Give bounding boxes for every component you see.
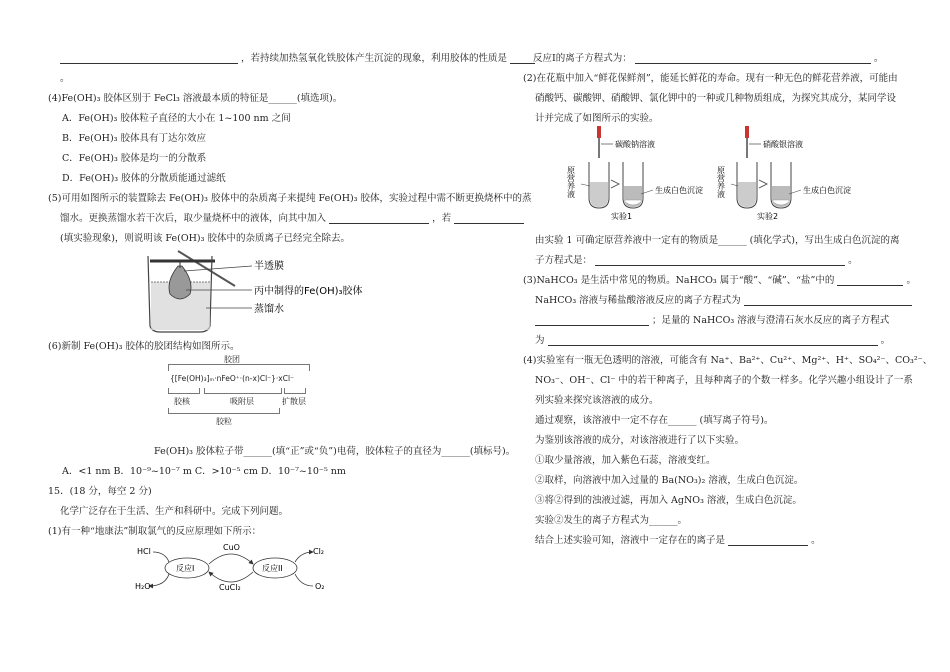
question-4: (4)实验室有一瓶无色透明的溶液，可能含有 Na⁺、Ba²⁺、Cu²⁺、Mg²⁺、H⁺、SO₄²⁻、CO₃²⁻、 <box>523 355 933 366</box>
answer-blank[interactable] <box>837 275 903 286</box>
experiment-1 <box>567 126 704 221</box>
label-white-ppt-2: 生成白色沉淀 <box>803 186 851 195</box>
label-reaction-2: 反应II <box>262 564 283 573</box>
label-hcl: HCl <box>137 547 151 556</box>
step-2: ②取样，向溶液中加入过量的 Ba(NO₃)₂ 溶液，生成白色沉淀。 <box>535 475 804 486</box>
answer-blank[interactable] <box>535 315 649 326</box>
label-reaction-1: 反应I <box>176 564 195 573</box>
label-adsorption: 吸附层 <box>230 397 254 406</box>
period: 。 <box>60 73 70 84</box>
label-colloid: 丙中制得的Fe(OH)₃胶体 <box>254 286 363 297</box>
label-h2o: H₂O <box>135 582 151 591</box>
question-2: (2)在花瓶中加入“鲜花保鲜剂”，能延长鲜花的寿命。现有一种无色的鲜花营养液，可能由 <box>523 73 898 84</box>
question-4: (4)Fe(OH)₃ 胶体区别于 FeCl₃ 溶液最本质的特征是______(填选项)。 <box>48 93 343 104</box>
deacon-cycle-figure <box>135 540 335 600</box>
question-2-line3: 计并完成了如图所示的实验。 <box>535 113 659 124</box>
micelle-figure <box>168 354 328 426</box>
question-4-equation: 实验②发生的离子方程式为______。 <box>535 515 688 526</box>
question-6-options: A．<1 nm B．10⁻⁹~10⁻⁷ m C．>10⁻⁵ cm D．10⁻⁷~10⁻⁵ nm <box>62 466 346 477</box>
answer-blank[interactable] <box>329 213 429 224</box>
experiment-2 <box>717 126 852 221</box>
label-o2: O₂ <box>315 582 325 591</box>
question-15-intro: 化学广泛存在于生活、生产和科研中。完成下列问题。 <box>60 506 289 517</box>
right-column <box>475 0 950 672</box>
label-nutrient-2: 原营养液 <box>716 166 726 198</box>
question-6-charge: Fe(OH)₃ 胶体粒子带______(填“正”或“负”)电荷，胶体粒子的直径为______(填标号)。 <box>154 446 516 457</box>
label-cucl2: CuCl₂ <box>219 583 241 592</box>
question-3-line3: ；足量的 NaHCO₃ 溶液与澄清石灰水反应的离子方程式 <box>535 312 889 326</box>
question-5-line2: 馏水。更换蒸馏水若干次后，取少量烧杯中的液体，向其中加入 ，若 <box>60 210 524 224</box>
step-1: ①取少量溶液，加入紫色石蕊，溶液变红。 <box>535 455 716 466</box>
answer-blank[interactable] <box>595 255 845 266</box>
question-2-line2: 硝酸钙、碳酸钾、硝酸钾、氯化钾中的一种或几种物质组成，为探究其成分，某同学设 <box>535 93 897 104</box>
question-4-conclusion: 结合上述实验可知，溶液中一定存在的离子是 。 <box>535 535 821 546</box>
micelle-formula: {[Fe(OH)₃]ₘ·nFeO⁺·(n-x)Cl⁻}·xCl⁻ <box>170 374 295 383</box>
question-3-line4: 为 。 <box>535 335 891 346</box>
label-cuo: CuO <box>223 543 240 552</box>
option-c: C．Fe(OH)₃ 胶体是均一的分散系 <box>62 153 207 164</box>
question-4-observe: 通过观察，该溶液中一定不存在______ (填写离子符号)。 <box>535 415 774 426</box>
answer-blank[interactable] <box>744 295 912 306</box>
option-b: B．Fe(OH)₃ 胶体具有丁达尔效应 <box>62 133 206 144</box>
label-diffuse: 扩散层 <box>282 397 306 406</box>
question-6: (6)新制 Fe(OH)₃ 胶体的胶团结构如图所示。 <box>48 341 240 352</box>
option-d: D．Fe(OH)₃ 胶体的分散质能通过滤纸 <box>62 173 226 184</box>
question-5: (5)可用如图所示的装置除去 Fe(OH)₃ 胶体中的杂质离子来提纯 Fe(OH)₃ 胶体，实验过程中需不断更换烧杯中的蒸 <box>48 193 532 204</box>
question-3: (3)NaHCO₃ 是生活中常见的物质。NaHCO₃ 属于“酸”、“碱”、“盐”中的 。 <box>523 275 916 286</box>
reaction-1-equation: 反应I的离子方程式为： 。 <box>533 53 884 64</box>
answer-blank[interactable] <box>728 535 808 546</box>
label-sodium-carbonate: 碳酸钠溶液 <box>615 140 655 149</box>
question-2-equation: 子方程式是： 。 <box>535 255 858 266</box>
step-3: ③将②得到的浊液过滤，再加入 AgNO₃ 溶液，生成白色沉淀。 <box>535 495 802 506</box>
answer-blank[interactable] <box>60 53 238 64</box>
question-15-part1: (1)有一种“地康法”制取氯气的反应原理如下所示： <box>48 526 262 537</box>
question-15: 15．(18 分，每空 2 分) <box>48 486 152 497</box>
question-4-line3: 列实验来探究该溶液的成分。 <box>535 395 659 406</box>
dropper-bulb <box>745 126 749 138</box>
question-3-line2: NaHCO₃ 溶液与稀盐酸溶液反应的离子方程式为 <box>535 292 912 306</box>
label-cl2: Cl₂ <box>313 547 325 556</box>
option-a: A．Fe(OH)₃ 胶体粒子直径的大小在 1~100 nm 之间 <box>62 113 291 124</box>
label-silver-nitrate: 硝酸银溶液 <box>763 140 803 149</box>
answer-blank[interactable] <box>548 335 878 346</box>
question-4-line2: NO₃⁻、OH⁻、Cl⁻ 中的若干种离子，且每种离子的个数一样多。化学兴趣小组设计了一系 <box>535 375 913 386</box>
label-white-ppt-1: 生成白色沉淀 <box>655 186 703 195</box>
label-core: 胶核 <box>174 397 190 406</box>
experiments-figure <box>566 124 881 221</box>
label-micelle: 胶团 <box>224 355 240 364</box>
label-experiment-2: 实验2 <box>757 212 779 221</box>
answer-blank[interactable] <box>635 53 871 64</box>
question-2-ask: 由实验 1 可确定原营养液中一定有的物质是______ (填化学式)，写出生成白色沉淀的离 <box>535 235 900 246</box>
label-membrane: 半透膜 <box>254 261 284 272</box>
question-4-identify: 为鉴别该溶液的成分，对该溶液进行了以下实验。 <box>535 435 745 446</box>
label-particle: 胶粒 <box>216 417 232 426</box>
question-3-tail: ，若持续加热氢氧化铁胶体产生沉淀的现象，利用胶体的性质是 <box>60 50 535 64</box>
question-5-line3: (填实验现象)，则说明该 Fe(OH)₃ 胶体中的杂质离子已经完全除去。 <box>60 233 350 244</box>
label-water: 蒸馏水 <box>254 304 284 315</box>
dropper-bulb <box>597 126 601 138</box>
label-experiment-1: 实验1 <box>611 212 633 221</box>
dialysis-figure <box>140 246 380 334</box>
label-nutrient-1: 原营养液 <box>566 166 576 198</box>
